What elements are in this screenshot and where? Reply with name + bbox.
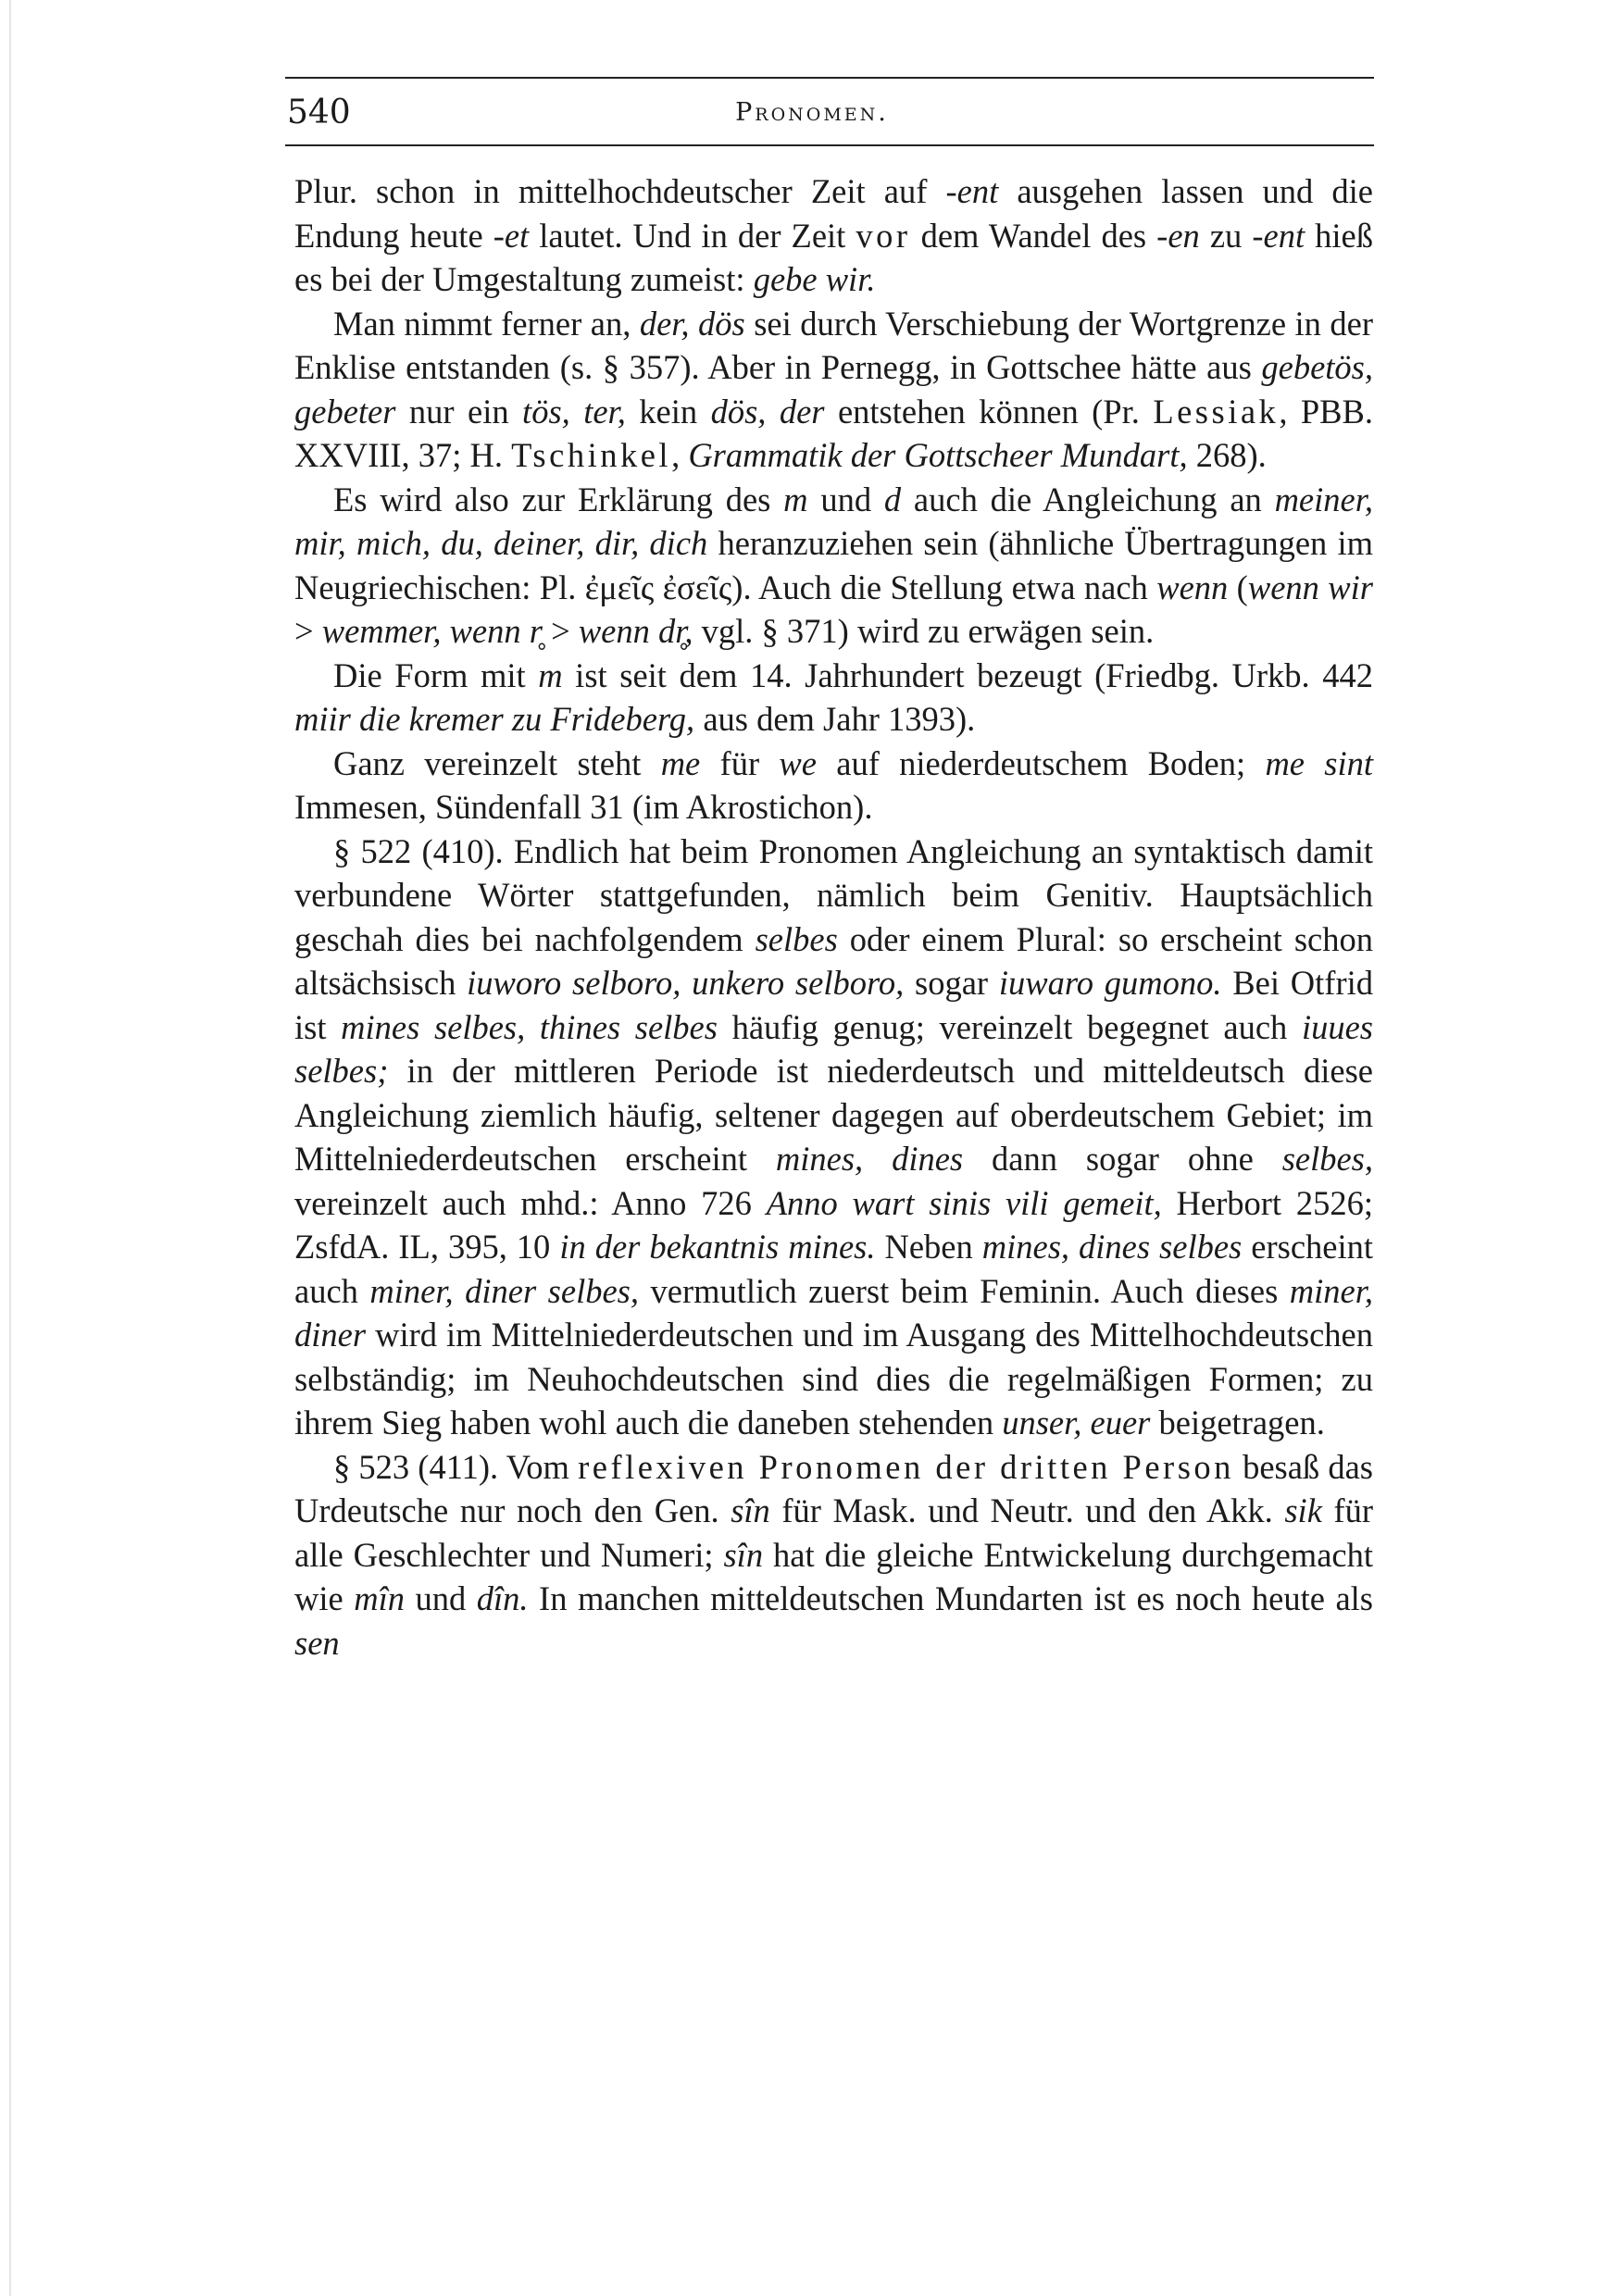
text-run: Immesen, Sündenfall 31 (im Akrostichon). [294,788,873,826]
italic-term: m [538,655,563,694]
text-run: § 523 (411). Vom [333,1447,579,1486]
text-run: aus dem Jahr 1393). [694,700,976,738]
text-run: 268). [1187,436,1267,474]
paragraph [294,169,1373,302]
paragraph [294,1445,1373,1666]
text-run: § 522 (410). Endlich hat beim Pronomen Angleichung an syntaktisch damit verbundene Wörter stattgefunden, nämlich beim Genitiv. Hauptsächlich geschah dies bei nachfolgendem [294,831,1373,958]
text-run: Die Form mit [333,655,539,694]
text-run: sogar [904,964,999,1002]
text-run: Es wird also zur Erklärung des [333,480,784,518]
body-text [294,169,1373,1665]
italic-term: wenn [1156,568,1229,606]
text-run: für Mask. und Neutr. und den Akk. [769,1491,1285,1529]
text-run: entstehen können (Pr. [824,392,1154,430]
italic-term: in der bekantnis mines. [559,1228,876,1266]
text-run: Ganz vereinzelt steht [333,743,661,782]
text-run: zu [1199,216,1253,255]
text-run: beigetragen. [1150,1404,1325,1441]
text-run: häufig genug; vereinzelt begegnet auch [717,1007,1302,1046]
text-run: erscheint auch [294,1228,1373,1310]
text-run: ( [1228,568,1248,606]
spaced-emphasis: vor [856,216,911,255]
italic-term: sîn [723,1535,764,1574]
italic-term: -ent [945,172,999,210]
italic-term: unser, euer [1002,1404,1151,1441]
italic-term: miner, diner [294,1271,1374,1354]
text-run: heranzuziehen sein (ähnliche Übertragungen im Neugriechischen: Pl. ἐμεῖς ἐσεῖς). Auch die Stellung etwa nach [294,524,1374,606]
text-run: ausgehen lassen und die Endung heute [294,172,1374,255]
italic-term: Grammatik der Gottscheer Mundart, [688,436,1188,474]
header-rule-bottom [285,144,1374,146]
text-run: hieß es bei der Umgestaltung zumeist: [294,216,1374,298]
text-run: wird im Mittelniederdeutschen und im Ausgang des Mittelhochdeutschen selbständig; im Neuhochdeutschen sind dies die regelmäßigen Formen; zu ihrem Sieg haben wohl auch die daneben stehenden [294,1316,1373,1441]
italic-term: miir die kremer zu Frideberg, [294,700,695,738]
italic-term: -en [1156,216,1200,255]
paragraph [294,302,1373,478]
text-run: , PBB. XXVIII, 37; H. [294,392,1373,474]
italic-term: we [779,743,817,782]
italic-term: dîn. [476,1579,529,1617]
text-run: Plur. schon in mittelhochdeutscher Zeit auf [294,172,946,210]
italic-term: -et [493,216,530,255]
text-run: für alle Geschlechter und Numeri; [294,1491,1373,1574]
italic-term: wenn wir [1247,568,1373,606]
italic-term: meiner, mir, mich, du, deiner, dir, dich [294,480,1373,562]
spaced-emphasis: Tschinkel [511,436,672,474]
text-run: Neben [875,1228,982,1266]
text-run: besaß das Urdeutsche nur noch den Gen. [294,1447,1373,1529]
text-run: dann sogar ohne [963,1140,1282,1178]
text-run: , [671,436,689,474]
italic-term: d [883,480,902,518]
text-run: und [404,1579,477,1617]
text-run: dem Wandel des [910,216,1157,255]
italic-term: sîn [731,1491,770,1529]
paragraph [294,742,1373,830]
paragraph [294,654,1373,742]
text-run: > [542,612,579,650]
italic-term: sik [1284,1491,1322,1529]
text-run: sei durch Verschiebung der Wortgrenze in der Enklise entstanden (s. § 357). Aber in Pernegg, in Gottschee hätte aus [294,304,1373,386]
text-run: nur ein [395,392,523,430]
text-run: vermutlich zuerst beim Feminin. Auch dieses [639,1271,1290,1310]
italic-term: dös, der [710,392,825,430]
text-run: > [294,612,322,650]
text-run: auch die Angleichung an [901,480,1275,518]
spaced-emphasis: reflexiven Pronomen der dritten Person [578,1447,1234,1486]
italic-term: mîn [354,1579,405,1617]
text-run: ist seit dem 14. Jahrhundert bezeugt (Friedbg. Urkb. 442 [562,655,1374,694]
text-run: In manchen mitteldeutschen Mundarten ist es noch heute als [528,1579,1373,1617]
italic-term: iuues selbes; [294,1007,1373,1090]
text-run: oder einem Plural: so erscheint schon altsächsisch [294,919,1373,1002]
italic-term: gebe wir. [753,260,876,298]
header-rule-top [285,77,1374,79]
italic-term: wenn dr̥, [578,612,693,650]
italic-term: gebetös, gebeter [294,348,1373,430]
italic-term: -ent [1252,216,1305,255]
text-run: vgl. § 371) wird zu erwägen sein. [693,612,1155,650]
running-title: Pronomen. [735,98,889,127]
italic-term: iuworo selboro, unkero selboro, [467,964,905,1002]
italic-term: m [783,480,808,518]
italic-term: me [660,743,701,782]
text-run: auf niederdeutschem Boden; [816,743,1266,782]
text-run: vereinzelt auch mhd.: Anno 726 [294,1183,767,1222]
paragraph [294,478,1373,654]
text-run: für [700,743,780,782]
italic-term: miner, diner selbes, [369,1271,640,1310]
italic-term: mines, dines selbes [981,1228,1243,1266]
spaced-emphasis: Lessiak [1153,392,1280,430]
italic-term: wemmer, wenn r̥ [321,612,543,650]
page-number: 540 [287,94,351,131]
text-run: in der mittleren Periode ist niederdeutsch und mitteldeutsch diese Angleichung ziemlich häufig, seltener dagegen auf oberdeutschem Gebiet; im Mittelniederdeutschen erscheint [294,1052,1373,1178]
text-run: Bei Otfrid ist [294,964,1373,1046]
paragraph [294,830,1373,1445]
italic-term: me sint [1265,743,1374,782]
italic-term: tös, ter, [522,392,626,430]
text-run: Man nimmt ferner an, [333,304,640,343]
text-run: hat die gleiche Entwickelung durchgemacht wie [294,1535,1373,1617]
italic-term: Anno wart sinis vili gemeit, [766,1183,1162,1222]
italic-term: mines, dines [775,1140,964,1178]
italic-term: selbes [755,919,838,958]
italic-term: iuwaro gumono. [998,964,1222,1002]
italic-term: mines selbes, thines selbes [341,1007,718,1046]
text-run: kein [625,392,711,430]
text-run: und [807,480,884,518]
page-edge [9,0,11,2296]
italic-term: sen [294,1623,340,1662]
text-run: lautet. Und in der Zeit [529,216,856,255]
italic-term: der, dös [639,304,745,343]
italic-term: selbes, [1281,1140,1374,1178]
text-run: Herbort 2526; ZsfdA. IL, 395, 10 [294,1183,1373,1266]
